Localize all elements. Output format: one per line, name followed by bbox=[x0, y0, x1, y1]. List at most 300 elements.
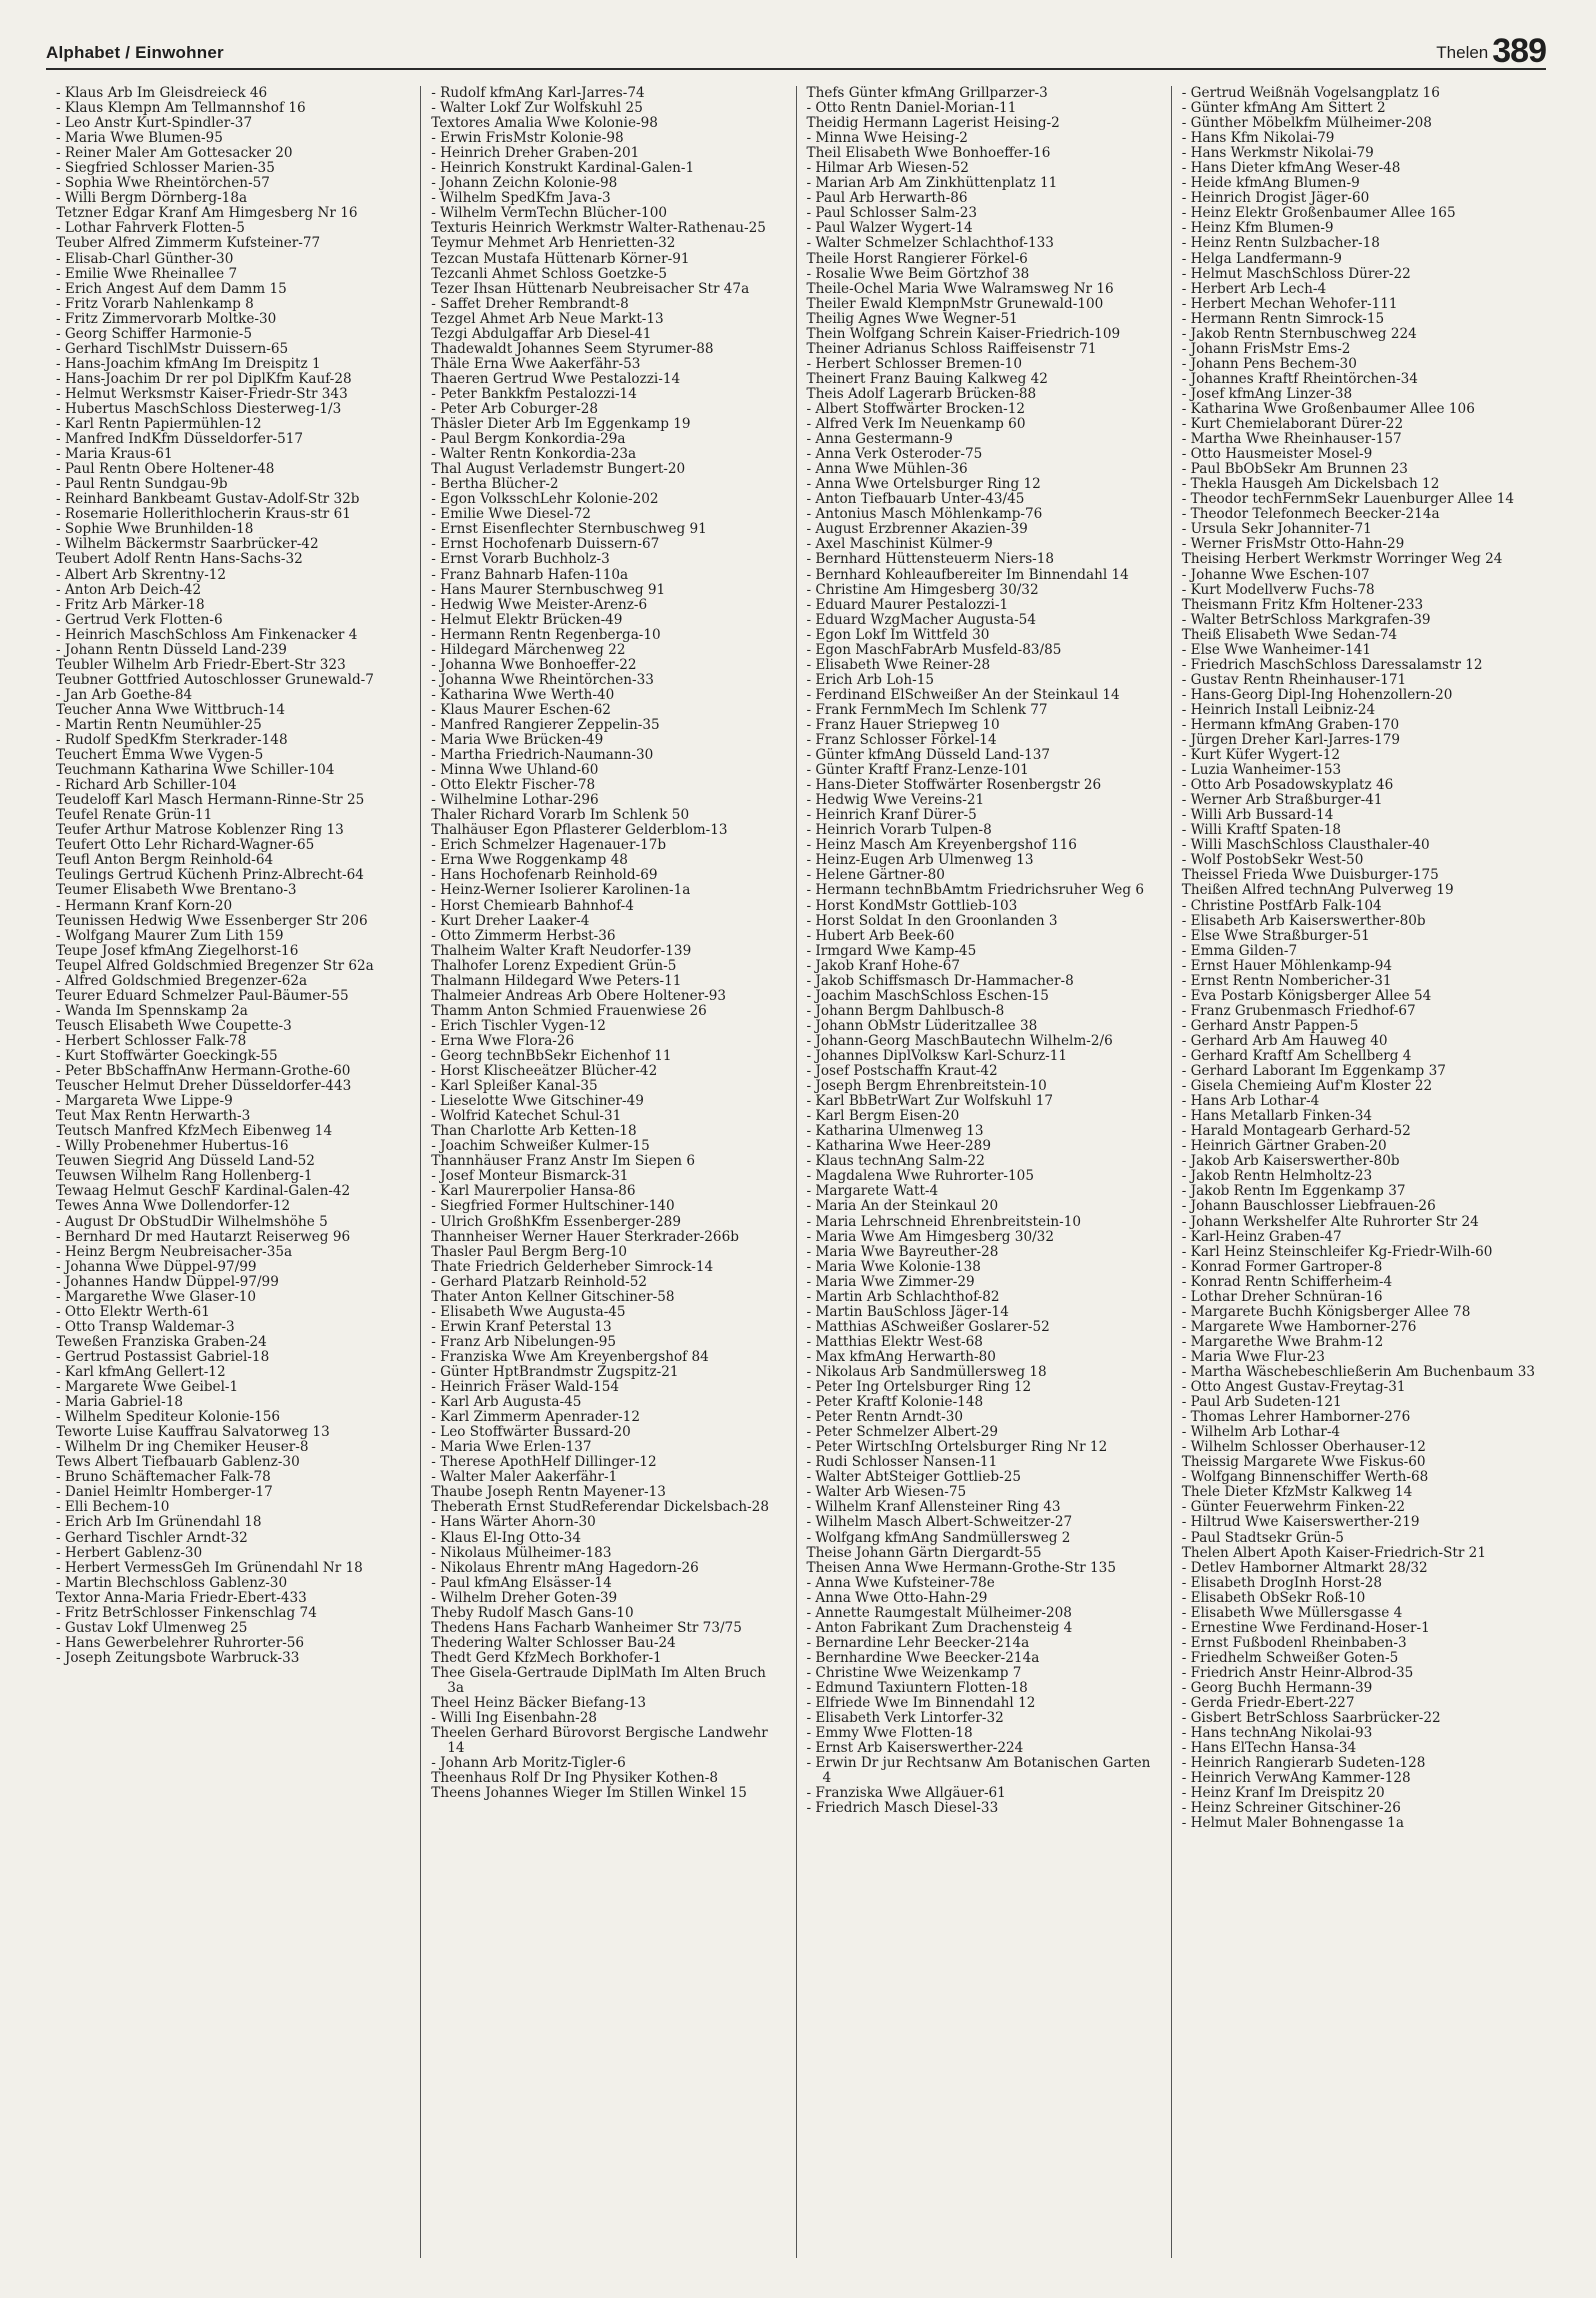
directory-entry: - Karl Zimmerm Apenrader-12 bbox=[431, 1409, 640, 1426]
directory-entry: - Bernhardine Wwe Beecker-214a bbox=[806, 1649, 1040, 1666]
directory-entry: Thaeren Gertrud Wwe Pestalozzi-14 bbox=[431, 370, 681, 387]
directory-column-2 bbox=[420, 86, 795, 2258]
directory-entry: - Heinrich VerwAng Kammer-128 bbox=[1181, 1770, 1411, 1787]
directory-entry: - Hans Kfm Nikolai-79 bbox=[1181, 130, 1335, 147]
directory-entry: Thater Anton Kellner Gitschiner-58 bbox=[431, 1288, 675, 1305]
directory-entry: Tezcanli Ahmet Schloss Goetzke-5 bbox=[431, 265, 667, 282]
directory-entry: - Erich Angest Auf dem Damm 15 bbox=[56, 280, 287, 297]
directory-entry: - Rosalie Wwe Beim Görtzhof 38 bbox=[806, 265, 1030, 282]
directory-entry: - Margarete Watt-4 bbox=[806, 1183, 939, 1200]
directory-entry: Thelen Albert Apoth Kaiser-Friedrich-Str 21 bbox=[1181, 1544, 1486, 1561]
directory-entry: Theby Rudolf Masch Gans-10 bbox=[431, 1604, 634, 1621]
directory-entry: - Klaus Klempn Am Tellmannshof 16 bbox=[56, 100, 306, 117]
directory-entry: Teutsch Manfred KfzMech Eibenweg 14 bbox=[56, 1123, 333, 1140]
directory-entry: Tetzner Edgar Kranf Am Himgesberg Nr 16 bbox=[56, 205, 358, 222]
directory-entry: - Maria Kraus-61 bbox=[56, 446, 173, 463]
directory-entry: Thasler Paul Bergm Berg-10 bbox=[431, 1243, 627, 1260]
directory-entry: - Karl Heinz Steinschleifer Kg-Friedr-Wilh-60 bbox=[1181, 1243, 1493, 1260]
directory-entry: - Hubertus MaschSchloss Diesterweg-1/3 bbox=[56, 400, 342, 417]
directory-entry: - Peter WirtschIng Ortelsburger Ring Nr 12 bbox=[806, 1439, 1108, 1456]
directory-entry: - Leo Stoffwärter Bussard-20 bbox=[431, 1424, 631, 1441]
directory-entry: - Theodor techFernmSekr Lauenburger Allee 14 bbox=[1181, 491, 1515, 508]
directory-entry: - Manfred Rangierer Zeppelin-35 bbox=[431, 716, 660, 733]
directory-entry: - Gerhard Kraftf Am Schellberg 4 bbox=[1181, 1048, 1412, 1064]
directory-entry: - Horst Soldat In den Groonlanden 3 bbox=[806, 912, 1058, 929]
directory-entry: - Konrad Former Gartroper-8 bbox=[1181, 1258, 1383, 1275]
directory-entry: - Klaus technAng Salm-22 bbox=[806, 1153, 985, 1170]
directory-entry: - Erwin Dr jur Rechtsanw Am Botanischen Garten 4 bbox=[806, 1755, 1151, 1787]
directory-entry: - Johann ObMstr Lüderitzallee 38 bbox=[806, 1017, 1038, 1034]
directory-entry: - Siegfried Former Hultschiner-140 bbox=[431, 1198, 675, 1215]
directory-entry: - Jakob Rentn Sternbuschweg 224 bbox=[1181, 325, 1417, 342]
directory-entry: - Egon Lokf Im Wittfeld 30 bbox=[806, 626, 990, 643]
directory-entry: - Konrad Rentn Schifferheim-4 bbox=[1181, 1273, 1393, 1290]
directory-entry: - Hermann Kranf Korn-20 bbox=[56, 897, 233, 914]
directory-entry: - Otto Hausmeister Mosel-9 bbox=[1181, 446, 1373, 463]
directory-entry: Teuber Alfred Zimmerm Kufsteiner-77 bbox=[56, 235, 321, 252]
directory-entry: Theissel Frieda Wwe Duisburger-175 bbox=[1181, 867, 1439, 884]
directory-entry: - Willi Bergm Dörnberg-18a bbox=[56, 190, 248, 207]
directory-entry: Theel Heinz Bäcker Biefang-13 bbox=[431, 1695, 646, 1712]
directory-entry: - Heinz-Eugen Arb Ulmenweg 13 bbox=[806, 852, 1034, 869]
directory-entry: - Ernestine Wwe Ferdinand-Hoser-1 bbox=[1181, 1619, 1430, 1636]
directory-entry: - Minna Wwe Uhland-60 bbox=[431, 762, 599, 779]
directory-entry: - Paul Bergm Konkordia-29a bbox=[431, 431, 626, 448]
directory-entry: - Helmut MaschSchloss Dürer-22 bbox=[1181, 265, 1411, 282]
directory-entry: Teunissen Hedwig Wwe Essenberger Str 206 bbox=[56, 912, 368, 929]
directory-entry: - Katharina Ulmenweg 13 bbox=[806, 1123, 984, 1140]
directory-entry: - Horst Chemiearb Bahnhof-4 bbox=[431, 897, 634, 914]
directory-entry: - Günter HptBrandmstr Zugspitz-21 bbox=[431, 1363, 679, 1380]
directory-entry: - Maria Wwe Flur-23 bbox=[1181, 1348, 1325, 1365]
directory-entry: - Maria Lehrschneid Ehrenbreitstein-10 bbox=[806, 1213, 1082, 1230]
directory-entry: - Johann-Georg MaschBautechn Wilhelm-2/6 bbox=[806, 1032, 1113, 1049]
directory-entry: - Daniel Heimltr Homberger-17 bbox=[56, 1484, 273, 1501]
directory-entry: - Edmund Taxiuntern Flotten-18 bbox=[806, 1679, 1028, 1696]
page-number: 389 bbox=[1492, 32, 1546, 70]
directory-entry: - Josef kfmAng Linzer-38 bbox=[1181, 385, 1353, 402]
directory-entry: Thalheim Walter Kraft Neudorfer-139 bbox=[431, 942, 692, 959]
directory-entry: - Christine Wwe Weizenkamp 7 bbox=[806, 1664, 1022, 1681]
directory-entry: - August Dr ObStudDir Wilhelmshöhe 5 bbox=[56, 1213, 328, 1230]
directory-entry: - Elisabeth Arb Kaiserswerther-80b bbox=[1181, 912, 1426, 929]
directory-entry: - Paul Arb Sudeten-121 bbox=[1181, 1394, 1342, 1411]
directory-entry: - Hedwig Wwe Meister-Arenz-6 bbox=[431, 596, 648, 613]
directory-entry: - Karl Rentn Papiermühlen-12 bbox=[56, 416, 262, 433]
directory-entry: - Heinrich Vorarb Tulpen-8 bbox=[806, 822, 992, 839]
directory-entry: - Bruno Schäftemacher Falk-78 bbox=[56, 1469, 271, 1486]
directory-entry: - Herbert Arb Lech-4 bbox=[1181, 280, 1327, 297]
directory-entry: - Helene Gärtner-80 bbox=[806, 867, 945, 884]
directory-entry: Teut Max Rentn Herwarth-3 bbox=[56, 1108, 251, 1125]
directory-entry: Teudeloff Karl Masch Hermann-Rinne-Str 25 bbox=[56, 792, 365, 809]
directory-entry: - Walter Rentn Konkordia-23a bbox=[431, 446, 637, 463]
directory-entry: - Heinz Masch Am Kreyenbergshof 116 bbox=[806, 837, 1077, 854]
directory-entry: - Emilie Wwe Rheinallee 7 bbox=[56, 265, 238, 282]
directory-entry: - Franz Hauer Striepweg 10 bbox=[806, 716, 1000, 733]
directory-entry: Theinert Franz Bauing Kalkweg 42 bbox=[806, 370, 1048, 387]
directory-entry: - Walter BetrSchloss Markgrafen-39 bbox=[1181, 611, 1431, 628]
directory-entry: - Kurt Stoffwärter Goeckingk-55 bbox=[56, 1048, 278, 1064]
directory-entry: - Johann FrisMstr Ems-2 bbox=[1181, 340, 1351, 357]
directory-entry: - Wolfrid Katechet Schul-31 bbox=[431, 1108, 622, 1125]
directory-entry: - Luzia Wanheimer-153 bbox=[1181, 762, 1342, 779]
directory-entry: - Johanne Wwe Eschen-107 bbox=[1181, 566, 1370, 583]
directory-entry: - Ernst Eisenflechter Sternbuschweg 91 bbox=[431, 521, 707, 538]
directory-entry: - Egon VolksschLehr Kolonie-202 bbox=[431, 491, 659, 508]
directory-entry: - Max kfmAng Herwarth-80 bbox=[806, 1348, 996, 1365]
directory-entry: Thadewaldt Johannes Seem Styrumer-88 bbox=[431, 340, 714, 357]
directory-entry: - Günter kfmAng Am Sittert 2 bbox=[1181, 100, 1386, 117]
directory-entry: - Hiltrud Wwe Kaiserswerther-219 bbox=[1181, 1514, 1420, 1531]
directory-entry: - Jakob Kranf Hohe-67 bbox=[806, 957, 961, 974]
directory-entry: - Martha Wäschebeschließerin Am Buchenbaum 33 bbox=[1181, 1363, 1536, 1380]
directory-entry: - Johannes Kraftf Rheintörchen-34 bbox=[1181, 370, 1418, 387]
directory-entry: - Erich Schmelzer Hagenauer-17b bbox=[431, 837, 667, 854]
directory-entry: - Peter Rentn Arndt-30 bbox=[806, 1409, 964, 1426]
page-header bbox=[46, 32, 1546, 70]
directory-entry: - Hubert Arb Beek-60 bbox=[806, 927, 955, 944]
directory-entry: - Christine Am Himgesberg 30/32 bbox=[806, 581, 1039, 598]
directory-entry: - Günter kfmAng Düsseld Land-137 bbox=[806, 747, 1051, 764]
directory-entry: - Klaus Maurer Eschen-62 bbox=[431, 701, 611, 718]
directory-entry: - Hans-Joachim Dr rer pol DiplKfm Kauf-28 bbox=[56, 370, 352, 387]
directory-entry: - Martin Arb Schlachthof-82 bbox=[806, 1288, 1000, 1305]
directory-entry: - Helmut Werksmstr Kaiser-Friedr-Str 343 bbox=[56, 385, 348, 402]
directory-entry: - Erna Wwe Roggenkamp 48 bbox=[431, 852, 628, 869]
directory-entry: - Ulrich GroßhKfm Essenberger-289 bbox=[431, 1213, 681, 1230]
directory-entry: - Maria Wwe Bayreuther-28 bbox=[806, 1243, 999, 1260]
directory-entry: - Heinz Elektr Großenbaumer Allee 165 bbox=[1181, 205, 1456, 222]
directory-entry: - Erwin Kranf Peterstal 13 bbox=[431, 1318, 612, 1335]
directory-entry: - Helmut Elektr Brücken-49 bbox=[431, 611, 623, 628]
directory-entry: - Herbert VermessGeh Im Grünendahl Nr 18 bbox=[56, 1559, 363, 1576]
directory-entry: - Anna Wwe Otto-Hahn-29 bbox=[806, 1589, 988, 1606]
directory-entry: Teurer Eduard Schmelzer Paul-Bäumer-55 bbox=[56, 987, 349, 1004]
directory-entry: - Magdalena Wwe Ruhrorter-105 bbox=[806, 1168, 1034, 1185]
directory-entry: - Anna Verk Osteroder-75 bbox=[806, 446, 983, 463]
directory-entry: - Erich Arb Loh-15 bbox=[806, 671, 935, 688]
directory-entry: - Hans technAng Nikolai-93 bbox=[1181, 1725, 1373, 1742]
directory-entry: - Paul Stadtsekr Grün-5 bbox=[1181, 1529, 1344, 1546]
running-head-word: Thelen bbox=[1436, 43, 1489, 62]
directory-entry: Thedens Hans Facharb Wanheimer Str 73/75 bbox=[431, 1619, 742, 1636]
directory-entry: - Elisabeth Wwe Müllersgasse 4 bbox=[1181, 1604, 1403, 1621]
directory-entry: Thannhäuser Franz Anstr Im Siepen 6 bbox=[431, 1153, 696, 1170]
directory-entry: - Martin Rentn Neumühler-25 bbox=[56, 716, 262, 733]
directory-entry: - Joseph Bergm Ehrenbreitstein-10 bbox=[806, 1078, 1047, 1095]
directory-entry: - Else Wwe Straßburger-51 bbox=[1181, 927, 1370, 944]
directory-entry: Thalhäuser Egon Pflasterer Gelderblom-13 bbox=[431, 822, 728, 839]
directory-entry: - Heide kfmAng Blumen-9 bbox=[1181, 175, 1360, 192]
directory-entry: - Therese ApothHelf Dillinger-12 bbox=[431, 1454, 657, 1471]
directory-entry: Theissig Margarete Wwe Fiskus-60 bbox=[1181, 1454, 1426, 1471]
directory-entry: - Manfred IndKfm Düsseldorfer-517 bbox=[56, 431, 304, 448]
directory-entry: - Otto Elektr Werth-61 bbox=[56, 1303, 210, 1320]
directory-entry: - Georg Buchh Hermann-39 bbox=[1181, 1679, 1373, 1696]
directory-entry: - Erna Wwe Flora-26 bbox=[431, 1032, 575, 1049]
directory-entry: - Erich Arb Im Grünendahl 18 bbox=[56, 1514, 262, 1531]
directory-entry: Thal August Verlademstr Bungert-20 bbox=[431, 461, 686, 478]
directory-entry: - Hans Maurer Sternbuschweg 91 bbox=[431, 581, 666, 598]
directory-entry: - Anton Fabrikant Zum Drachensteig 4 bbox=[806, 1619, 1073, 1636]
directory-entry: - Maria Wwe Kolonie-138 bbox=[806, 1258, 981, 1275]
directory-entry: Teuscher Helmut Dreher Düsseldorfer-443 bbox=[56, 1078, 352, 1095]
directory-entry: - Hilmar Arb Wiesen-52 bbox=[806, 160, 969, 177]
directory-entry: - Ferdinand ElSchweißer An der Steinkaul 14 bbox=[806, 686, 1120, 703]
directory-entry: - Peter BbSchaffnAnw Hermann-Grothe-60 bbox=[56, 1063, 351, 1080]
directory-entry: - Ernst Rentn Nombericher-31 bbox=[1181, 972, 1392, 989]
directory-entry: - Wilhelm Schlosser Oberhauser-12 bbox=[1181, 1439, 1426, 1456]
directory-entry: - Bernardine Lehr Beecker-214a bbox=[806, 1634, 1030, 1651]
directory-entry: - Erwin FrisMstr Kolonie-98 bbox=[431, 130, 624, 147]
directory-entry: - Karl kfmAng Gellert-12 bbox=[56, 1363, 226, 1380]
directory-entry: - Willi Kraftf Spaten-18 bbox=[1181, 822, 1341, 839]
directory-entry: - Wilhelm Bäckermstr Saarbrücker-42 bbox=[56, 536, 319, 553]
directory-entry: - Karl Spleißer Kanal-35 bbox=[431, 1078, 598, 1095]
directory-entry: - Willi MaschSchloss Clausthaler-40 bbox=[1181, 837, 1430, 854]
directory-entry: - Friedrich Anstr Heinr-Albrod-35 bbox=[1181, 1664, 1414, 1681]
directory-entry: - Jakob Rentn Im Eggenkamp 37 bbox=[1181, 1183, 1406, 1200]
directory-entry: - Elisab-Charl Günther-30 bbox=[56, 250, 234, 267]
directory-entry: - Lieselotte Wwe Gitschiner-49 bbox=[431, 1093, 644, 1110]
directory-column-1 bbox=[46, 86, 420, 2258]
directory-entry: - Franz Grubenmasch Friedhof-67 bbox=[1181, 1002, 1416, 1019]
directory-entry: - Johann Bergm Dahlbusch-8 bbox=[806, 1002, 1005, 1019]
directory-columns bbox=[46, 86, 1546, 2258]
directory-entry: - Wilhelmine Lothar-296 bbox=[431, 792, 599, 809]
section-label: Alphabet / Einwohner bbox=[46, 43, 224, 62]
directory-entry: - Hans Wärter Ahorn-30 bbox=[431, 1514, 596, 1531]
directory-entry: - Paul Rentn Obere Holtener-48 bbox=[56, 461, 275, 478]
directory-entry: Teymur Mehmet Arb Henrietten-32 bbox=[431, 235, 676, 252]
directory-entry: Teufer Arthur Matrose Koblenzer Ring 13 bbox=[56, 822, 344, 839]
directory-entry: - August Erzbrenner Akazien-39 bbox=[806, 521, 1028, 538]
directory-entry: - Gerhard Platzarb Reinhold-52 bbox=[431, 1273, 648, 1290]
directory-entry: - Bertha Blücher-2 bbox=[431, 476, 559, 493]
directory-entry: Theberath Ernst StudReferendar Dickelsbach-28 bbox=[431, 1499, 769, 1516]
directory-entry: - Willi Arb Bussard-14 bbox=[1181, 807, 1334, 824]
directory-entry: - Else Wwe Wanheimer-141 bbox=[1181, 641, 1372, 658]
directory-entry: - Otto Arb Posadowskyplatz 46 bbox=[1181, 777, 1394, 794]
directory-entry: - Helga Landfermann-9 bbox=[1181, 250, 1342, 267]
directory-entry: - Wolfgang Maurer Zum Lith 159 bbox=[56, 927, 284, 944]
directory-entry: - Nikolaus Mülheimer-183 bbox=[431, 1544, 612, 1561]
directory-entry: - Wilhelm Arb Lothar-4 bbox=[1181, 1424, 1341, 1441]
directory-entry: - Emilie Wwe Diesel-72 bbox=[431, 506, 591, 523]
directory-entry: Theile Horst Rangierer Förkel-6 bbox=[806, 250, 1028, 267]
directory-entry: - Heinrich Gärtner Graben-20 bbox=[1181, 1138, 1387, 1155]
directory-entry: - Peter Bankkfm Pestalozzi-14 bbox=[431, 385, 637, 402]
directory-entry: - Anna Gestermann-9 bbox=[806, 431, 953, 448]
directory-entry: Theenhaus Rolf Dr Ing Physiker Kothen-8 bbox=[431, 1770, 719, 1787]
directory-entry: - Wolf PostobSekr West-50 bbox=[1181, 852, 1364, 869]
directory-entry: - Matthias ASchweißer Goslarer-52 bbox=[806, 1318, 1050, 1335]
directory-entry: Tews Albert Tiefbauarb Gablenz-30 bbox=[56, 1454, 300, 1471]
directory-entry: - Martin BauSchloss Jäger-14 bbox=[806, 1303, 1009, 1320]
directory-entry: - Herbert Schlosser Falk-78 bbox=[56, 1032, 247, 1049]
directory-entry: - Fritz Zimmervorarb Moltke-30 bbox=[56, 310, 277, 327]
directory-entry: Tezcan Mustafa Hüttenarb Körner-91 bbox=[431, 250, 690, 267]
directory-entry: - Hildegard Märchenweg 22 bbox=[431, 641, 626, 658]
directory-entry: - Helmut Maler Bohnengasse 1a bbox=[1181, 1815, 1404, 1832]
directory-entry: - Maria Wwe Am Himgesberg 30/32 bbox=[806, 1228, 1054, 1245]
directory-entry: Thannheiser Werner Hauer Sterkrader-266b bbox=[431, 1228, 739, 1245]
directory-entry: - Paul Arb Herwarth-86 bbox=[806, 190, 968, 207]
directory-entry: - Friedrich MaschSchloss Daressalamstr 12 bbox=[1181, 656, 1483, 673]
directory-entry: - Walter Lokf Zur Wolfskuhl 25 bbox=[431, 100, 643, 117]
directory-entry: - Maria Wwe Zimmer-29 bbox=[806, 1273, 975, 1290]
directory-entry: - Willy Probenehmer Hubertus-16 bbox=[56, 1138, 289, 1155]
directory-entry: - Annette Raumgestalt Mülheimer-208 bbox=[806, 1604, 1072, 1621]
directory-entry: - Johanna Wwe Düppel-97/99 bbox=[56, 1258, 257, 1275]
directory-entry: - Heinz Bergm Neubreisacher-35a bbox=[56, 1243, 293, 1260]
directory-entry: Tezgel Ahmet Arb Neue Markt-13 bbox=[431, 310, 664, 327]
directory-entry: - Karl Maurerpolier Hansa-86 bbox=[431, 1183, 636, 1200]
directory-entry: - Gustav Rentn Rheinhauser-171 bbox=[1181, 671, 1407, 688]
directory-entry: Theißen Alfred technAng Pulverweg 19 bbox=[1181, 882, 1454, 899]
directory-entry: - Antonius Masch Möhlenkamp-76 bbox=[806, 506, 1043, 523]
directory-entry: Thäsler Dieter Arb Im Eggenkamp 19 bbox=[431, 416, 691, 433]
directory-entry: Theising Herbert Werkmstr Worringer Weg 24 bbox=[1181, 551, 1503, 568]
directory-entry: - Hans Hochofenarb Reinhold-69 bbox=[431, 867, 658, 884]
directory-entry: Teweßen Franziska Graben-24 bbox=[56, 1333, 267, 1350]
directory-entry: - Eduard WzgMacher Augusta-54 bbox=[806, 611, 1036, 628]
directory-entry: - Josef Postschaffn Kraut-42 bbox=[806, 1063, 998, 1080]
directory-entry: - Margarete Wwe Hamborner-276 bbox=[1181, 1318, 1417, 1335]
directory-entry: - Wilhelm Masch Albert-Schweitzer-27 bbox=[806, 1514, 1073, 1531]
directory-entry: - Paul Rentn Sundgau-9b bbox=[56, 476, 228, 493]
directory-entry: - Franz Arb Nibelungen-95 bbox=[431, 1333, 617, 1350]
directory-entry: - Peter Ing Ortelsburger Ring 12 bbox=[806, 1379, 1032, 1396]
directory-entry: - Wilhelm Spediteur Kolonie-156 bbox=[56, 1409, 281, 1426]
directory-entry: - Hans Dieter kfmAng Weser-48 bbox=[1181, 160, 1401, 177]
directory-entry: - Walter AbtSteiger Gottlieb-25 bbox=[806, 1469, 1021, 1486]
directory-entry: - Werner FrisMstr Otto-Hahn-29 bbox=[1181, 536, 1405, 553]
directory-entry: - Katharina Wwe Großenbaumer Allee 106 bbox=[1181, 400, 1475, 417]
directory-entry: Thaube Joseph Rentn Mayener-13 bbox=[431, 1484, 666, 1501]
directory-entry: - Georg Schiffer Harmonie-5 bbox=[56, 325, 252, 342]
directory-entry: - Kurt Modellverw Fuchs-78 bbox=[1181, 581, 1375, 598]
directory-entry: - Gerhard Laborant Im Eggenkamp 37 bbox=[1181, 1063, 1446, 1080]
directory-entry: - Sophia Wwe Rheintörchen-57 bbox=[56, 175, 270, 192]
directory-entry: Theis Adolf Lagerarb Brücken-88 bbox=[806, 385, 1037, 402]
directory-entry: - Johann Werkshelfer Alte Ruhrorter Str 24 bbox=[1181, 1213, 1479, 1230]
directory-entry: - Friedrich Masch Diesel-33 bbox=[806, 1800, 999, 1817]
directory-entry: - Heinz-Werner Isolierer Karolinen-1a bbox=[431, 882, 691, 899]
directory-entry: - Heinz Kfm Blumen-9 bbox=[1181, 220, 1334, 237]
directory-entry: - Wilhelm Dreher Goten-39 bbox=[431, 1589, 618, 1606]
directory-entry: - Joseph Zeitungsbote Warbruck-33 bbox=[56, 1649, 300, 1666]
directory-entry: - Werner Arb Straßburger-41 bbox=[1181, 792, 1383, 809]
directory-entry: Thaler Richard Vorarb Im Schlenk 50 bbox=[431, 807, 690, 824]
directory-entry: - Frank FernmMech Im Schlenk 77 bbox=[806, 701, 1048, 718]
directory-entry: - Egon MaschFabrArb Musfeld-83/85 bbox=[806, 641, 1062, 658]
directory-entry: Thäle Erna Wwe Aakerfähr-53 bbox=[431, 355, 641, 372]
directory-entry: Teucher Anna Wwe Wittbruch-14 bbox=[56, 701, 285, 718]
directory-entry: - Fritz BetrSchlosser Finkenschlag 74 bbox=[56, 1604, 317, 1621]
directory-entry: Teuwsen Wilhelm Rang Hollenberg-1 bbox=[56, 1168, 313, 1185]
directory-entry: - Margarete Wwe Geibel-1 bbox=[56, 1379, 239, 1396]
directory-entry: Than Charlotte Arb Ketten-18 bbox=[431, 1123, 637, 1140]
directory-entry: - Lothar Dreher Schnüran-16 bbox=[1181, 1288, 1383, 1305]
directory-entry: - Gerhard Arb Am Hauweg 40 bbox=[1181, 1032, 1388, 1049]
directory-entry: - Heinrich Konstrukt Kardinal-Galen-1 bbox=[431, 160, 695, 177]
directory-entry: - Theodor Telefonmech Beecker-214a bbox=[1181, 506, 1440, 523]
directory-entry: - Maria Wwe Brücken-49 bbox=[431, 732, 604, 749]
directory-entry: - Günter Feuerwehrm Finken-22 bbox=[1181, 1499, 1405, 1516]
directory-entry: - Harald Montagearb Gerhard-52 bbox=[1181, 1123, 1411, 1140]
directory-entry: - Willi Ing Eisenbahn-28 bbox=[431, 1710, 598, 1727]
directory-entry: - Elisabeth DrogInh Horst-28 bbox=[1181, 1574, 1382, 1591]
directory-entry: - Martin Blechschloss Gablenz-30 bbox=[56, 1574, 288, 1591]
directory-entry: - Otto Angest Gustav-Freytag-31 bbox=[1181, 1379, 1406, 1396]
directory-entry: - Wilhelm VermTechn Blücher-100 bbox=[431, 205, 667, 222]
directory-entry: Thein Wolfgang Schrein Kaiser-Friedrich-109 bbox=[806, 325, 1121, 342]
directory-entry: - Alfred Verk Im Neuenkamp 60 bbox=[806, 416, 1026, 433]
directory-entry: Teuchmann Katharina Wwe Schiller-104 bbox=[56, 762, 335, 779]
directory-entry: - Joachim Schweißer Kulmer-15 bbox=[431, 1138, 650, 1155]
directory-entry: - Lothar Fahrverk Flotten-5 bbox=[56, 220, 245, 237]
directory-entry: - Bernhard Dr med Hautarzt Reiserweg 96 bbox=[56, 1228, 351, 1245]
directory-entry: Teubner Gottfried Autoschlosser Grunewald-7 bbox=[56, 671, 374, 688]
directory-entry: Theens Johannes Wieger Im Stillen Winkel 15 bbox=[431, 1785, 747, 1802]
directory-entry: - Johann Pens Bechem-30 bbox=[1181, 355, 1357, 372]
directory-entry: Teworte Luise Kauffrau Salvatorweg 13 bbox=[56, 1424, 330, 1441]
directory-entry: - Hans ElTechn Hansa-34 bbox=[1181, 1740, 1357, 1757]
directory-entry: - Alfred Goldschmied Bregenzer-62a bbox=[56, 972, 308, 989]
directory-entry: - Saffet Dreher Rembrandt-8 bbox=[431, 295, 629, 312]
directory-entry: - Elfriede Wwe Im Binnendahl 12 bbox=[806, 1695, 1036, 1712]
directory-entry: - Walter Arb Wiesen-75 bbox=[806, 1484, 967, 1501]
directory-entry: - Paul Walzer Wygert-14 bbox=[806, 220, 973, 237]
directory-entry: Teubler Wilhelm Arb Friedr-Ebert-Str 323 bbox=[56, 656, 346, 673]
directory-entry: - Anna Wwe Mühlen-36 bbox=[806, 461, 968, 478]
directory-entry: Theidig Hermann Lagerist Heising-2 bbox=[806, 115, 1060, 132]
directory-entry: Teusch Elisabeth Wwe Coupette-3 bbox=[56, 1017, 292, 1034]
directory-entry: - Gertrud Weißnäh Vogelsangplatz 16 bbox=[1181, 86, 1440, 101]
directory-entry: - Martha Wwe Rheinhauser-157 bbox=[1181, 431, 1402, 448]
directory-entry: - Heinrich Rangierarb Sudeten-128 bbox=[1181, 1755, 1426, 1772]
directory-entry: - Franz Bahnarb Hafen-110a bbox=[431, 566, 629, 583]
directory-entry: Thalmann Hildegard Wwe Peters-11 bbox=[431, 972, 682, 989]
directory-entry: Teubert Adolf Rentn Hans-Sachs-32 bbox=[56, 551, 303, 568]
directory-entry: - Detlev Hamborner Altmarkt 28/32 bbox=[1181, 1559, 1428, 1576]
directory-entry: Tezer Ihsan Hüttenarb Neubreisacher Str 47a bbox=[431, 280, 750, 297]
directory-entry: - Johanna Wwe Rheintörchen-33 bbox=[431, 671, 654, 688]
directory-entry: - Wolfgang kfmAng Sandmüllersweg 2 bbox=[806, 1529, 1071, 1546]
directory-entry: Theelen Gerhard Bürovorst Bergische Landwehr 14 bbox=[431, 1725, 768, 1757]
directory-entry: - Jakob Arb Kaiserswerther-80b bbox=[1181, 1153, 1400, 1170]
directory-entry: - Katharina Wwe Werth-40 bbox=[431, 686, 615, 703]
directory-entry: - Elli Bechem-10 bbox=[56, 1499, 170, 1516]
directory-entry: - Heinrich Drogist Jäger-60 bbox=[1181, 190, 1370, 207]
directory-entry: - Horst Klischeeätzer Blücher-42 bbox=[431, 1063, 658, 1080]
directory-entry: - Gustav Lokf Ulmenweg 25 bbox=[56, 1619, 248, 1636]
directory-entry: - Walter Schmelzer Schlachthof-133 bbox=[806, 235, 1054, 252]
directory-entry: - Rosemarie Hollerithlocherin Kraus-str 61 bbox=[56, 506, 351, 523]
directory-entry: - Ernst Hauer Möhlenkamp-94 bbox=[1181, 957, 1393, 974]
directory-entry: Theil Elisabeth Wwe Bonhoeffer-16 bbox=[806, 145, 1051, 162]
directory-entry: - Otto Elektr Fischer-78 bbox=[431, 777, 596, 794]
directory-entry: - Joachim MaschSchloss Eschen-15 bbox=[806, 987, 1049, 1004]
directory-entry: - Nikolaus Arb Sandmüllersweg 18 bbox=[806, 1363, 1047, 1380]
directory-entry: - Emmy Wwe Flotten-18 bbox=[806, 1725, 973, 1742]
directory-entry: - Günter Kraftf Franz-Lenze-101 bbox=[806, 762, 1029, 779]
directory-entry: - Peter Schmelzer Albert-29 bbox=[806, 1424, 999, 1441]
directory-entry: - Herbert Gablenz-30 bbox=[56, 1544, 203, 1561]
directory-entry: - Katharina Wwe Heer-289 bbox=[806, 1138, 991, 1155]
